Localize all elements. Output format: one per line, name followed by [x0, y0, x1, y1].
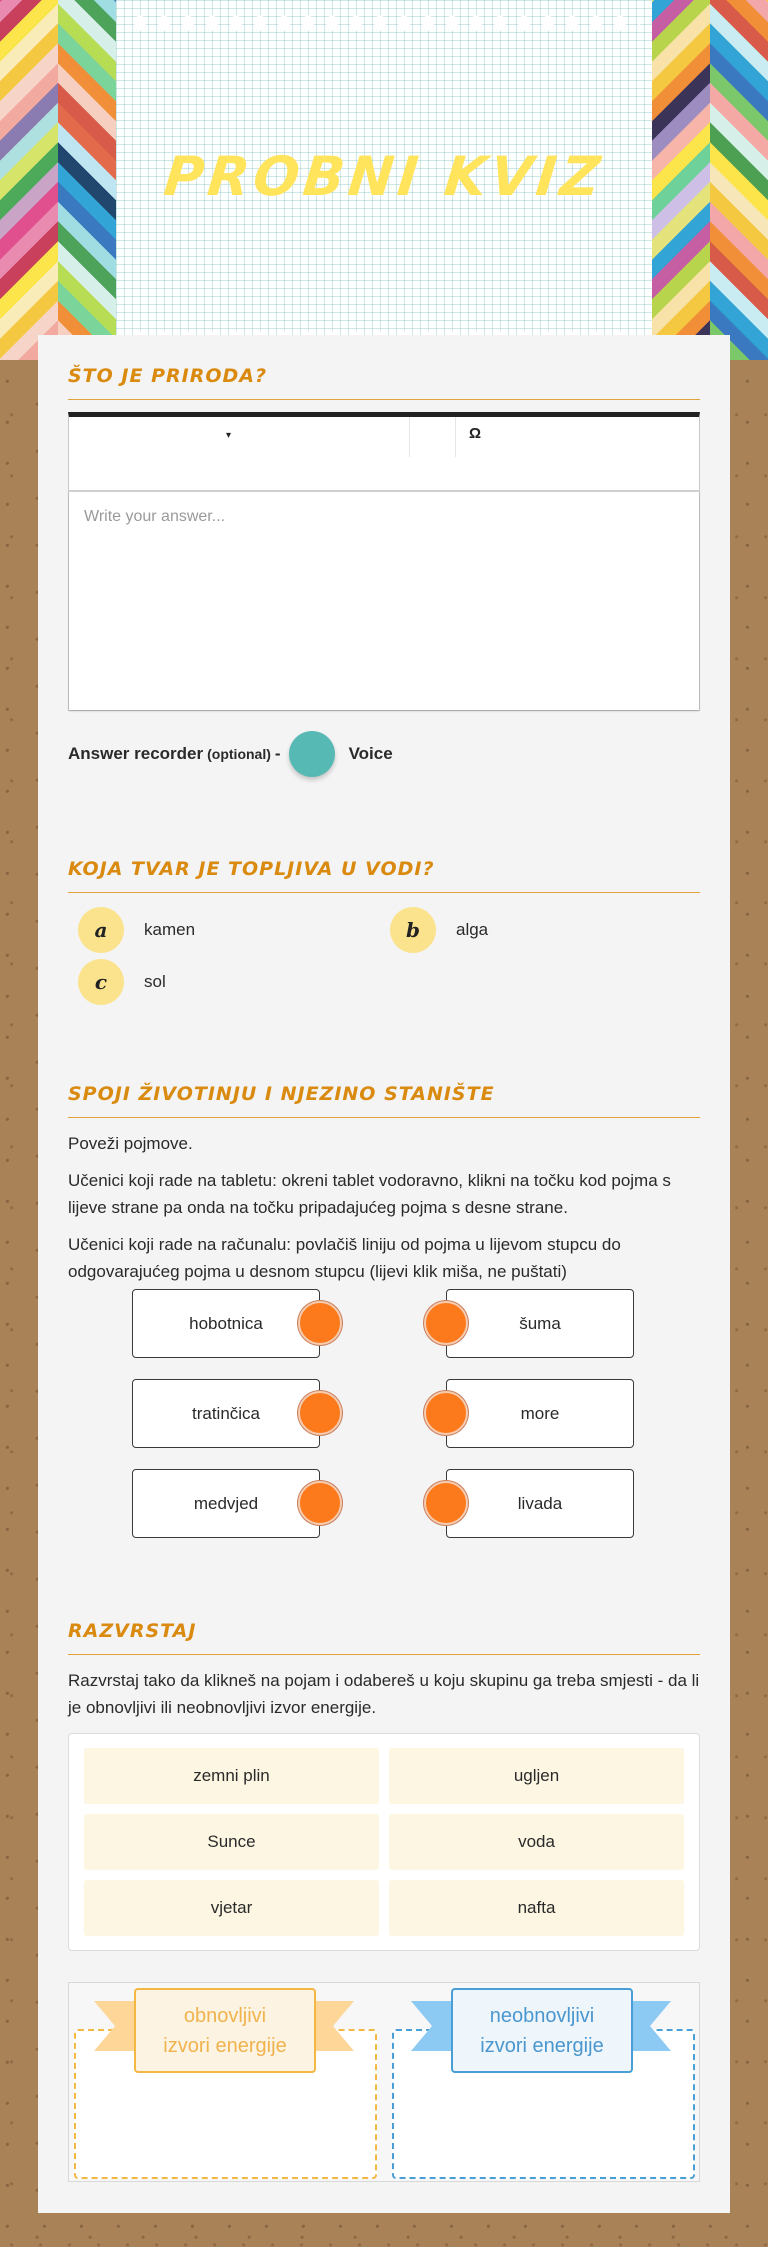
- toolbar-divider: [455, 417, 456, 457]
- instruction-text: Učenici koji rade na tabletu: okreni tablet vodoravno, klikni na točku kod pojma s lijeve strane pa onda na točku pripadajućeg pojma s desne strane.: [68, 1171, 671, 1217]
- instruction-text: Razvrstaj tako da klikneš na pojam i odabereš u koju skupinu ga treba smjesti - da li je obnovljivi ili neobnovljivi izvor energije.: [68, 1671, 700, 1717]
- match-dot[interactable]: [298, 1301, 342, 1345]
- question-3: [68, 1083, 700, 1285]
- match-dot[interactable]: [424, 1301, 468, 1345]
- question-4: [68, 1620, 700, 1951]
- sort-buckets: [68, 1982, 700, 2182]
- question-title: ŠTO JE PRIRODA?: [68, 365, 700, 400]
- match-right-item[interactable]: more: [446, 1379, 634, 1448]
- record-voice-button[interactable]: [289, 731, 335, 777]
- chevron-down-icon: ▾: [226, 430, 232, 441]
- ribbon-renewable: [94, 1991, 354, 2057]
- answer-options: [68, 907, 700, 1022]
- match-dot[interactable]: [424, 1391, 468, 1435]
- match-left-item[interactable]: medvjed: [132, 1469, 320, 1538]
- instruction-text: Poveži pojmove.: [68, 1134, 193, 1153]
- special-character-icon[interactable]: Ω: [469, 425, 482, 442]
- option-letter-badge: c: [78, 959, 124, 1005]
- option-a[interactable]: a kamen: [78, 907, 195, 953]
- sort-item[interactable]: zemni plin: [84, 1748, 379, 1804]
- match-right-item[interactable]: livada: [446, 1469, 634, 1538]
- sort-item[interactable]: Sunce: [84, 1814, 379, 1870]
- quiz-card: [38, 335, 730, 2213]
- question-title: KOJA TVAR JE TOPLJIVA U VODI?: [68, 858, 700, 893]
- option-c[interactable]: c sol: [78, 959, 166, 1005]
- recorder-optional: (optional): [207, 746, 271, 762]
- question-title: RAZVRSTAJ: [68, 1620, 700, 1655]
- answer-input[interactable]: Write your answer...: [69, 492, 699, 710]
- bucket-label: obnovljivi izvori energije: [134, 1988, 316, 2073]
- question-title: SPOJI ŽIVOTINJU I NJEZINO STANIŠTE: [68, 1083, 700, 1118]
- option-b[interactable]: b alga: [390, 907, 488, 953]
- quiz-header: [0, 0, 768, 360]
- sort-item[interactable]: ugljen: [389, 1748, 684, 1804]
- decorative-chevron-left: [0, 0, 116, 360]
- recorder-label: Answer recorder: [68, 744, 204, 763]
- match-dot[interactable]: [298, 1481, 342, 1525]
- match-right-item[interactable]: šuma: [446, 1289, 634, 1358]
- match-left-item[interactable]: tratinčica: [132, 1379, 320, 1448]
- decorative-chevron-right: [652, 0, 768, 360]
- answer-recorder: Answer recorder (optional) - Voice: [68, 731, 700, 777]
- sort-item[interactable]: voda: [389, 1814, 684, 1870]
- sort-item[interactable]: vjetar: [84, 1880, 379, 1936]
- rich-text-editor: [68, 412, 700, 711]
- question-2: [68, 858, 700, 1022]
- option-letter-badge: b: [390, 907, 436, 953]
- quiz-title: PROBNI KVIZ: [161, 145, 607, 208]
- match-left-item[interactable]: hobotnica: [132, 1289, 320, 1358]
- question-1: [68, 365, 700, 777]
- sort-items: [68, 1733, 700, 1951]
- ribbon-nonrenewable: [411, 1991, 671, 2057]
- instruction-text: Učenici koji rade na računalu: povlačiš liniju od pojma u lijevom stupcu do odgovarajućeg pojma u desnom stupcu (lijevi klik miša, ne puštati): [68, 1235, 621, 1281]
- voice-label: Voice: [348, 744, 393, 763]
- bucket-label: neobnovljivi izvori energije: [451, 1988, 633, 2073]
- sort-item[interactable]: nafta: [389, 1880, 684, 1936]
- toolbar-divider: [409, 417, 410, 457]
- match-dot[interactable]: [298, 1391, 342, 1435]
- editor-toolbar: [69, 417, 699, 492]
- format-dropdown[interactable]: [69, 417, 409, 457]
- option-letter-badge: a: [78, 907, 124, 953]
- match-dot[interactable]: [424, 1481, 468, 1525]
